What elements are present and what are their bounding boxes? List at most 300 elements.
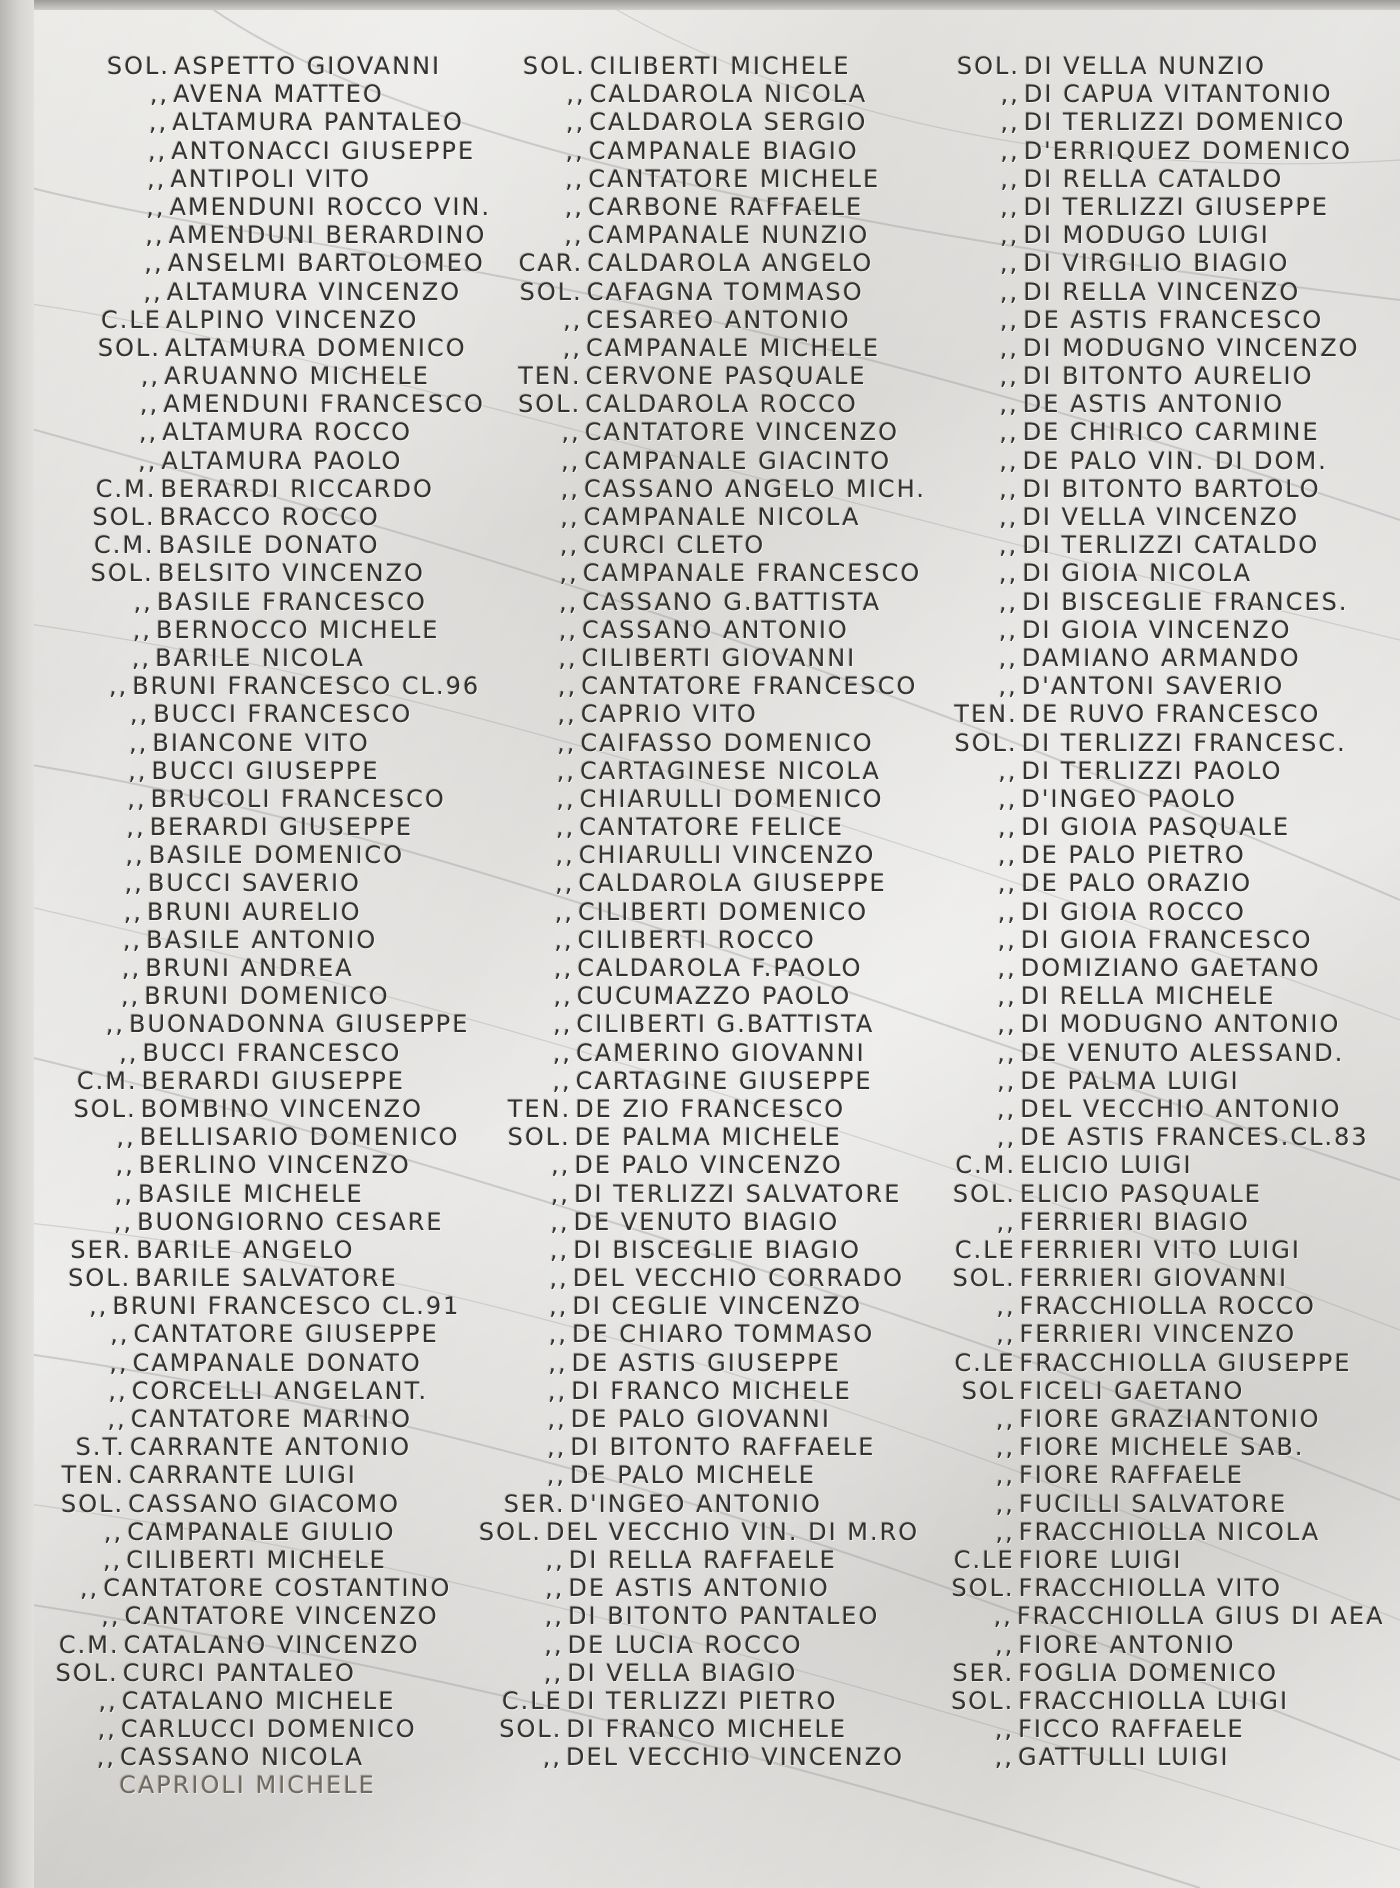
- name-entry: [451, 1377, 921, 1405]
- soldier-name: AMENDUNI ROCCO VIN.: [169, 192, 492, 221]
- rank-abbreviation: TEN.: [954, 700, 1018, 729]
- soldier-name: BASILE DOMENICO: [148, 841, 405, 870]
- name-entry: [461, 672, 931, 700]
- name-entry: [465, 418, 935, 446]
- rank-abbreviation: ,,: [999, 418, 1019, 447]
- rank-abbreviation: ,,: [546, 1461, 566, 1490]
- name-entry: [464, 503, 934, 531]
- soldier-name: FRACCHIOLLA GIUS DI AEA: [1016, 1602, 1385, 1631]
- soldier-name: BERARDI RICCARDO: [160, 474, 434, 503]
- rank-abbreviation: SOL.: [97, 333, 161, 362]
- name-entry: [915, 1490, 1385, 1518]
- rank-abbreviation: ,,: [555, 869, 575, 898]
- soldier-name: FIORE LUIGI: [1018, 1545, 1183, 1574]
- soldier-name: CATALANO MICHELE: [121, 1686, 396, 1715]
- rank-abbreviation: ,,: [1000, 164, 1020, 193]
- rank-abbreviation: ,,: [558, 615, 578, 644]
- soldier-name: CALDAROLA ROCCO: [585, 390, 858, 419]
- name-entry: [0, 559, 484, 587]
- soldier-name: BRACCO ROCCO: [159, 503, 380, 531]
- names-column-1: [0, 52, 500, 1800]
- name-entry: [466, 334, 936, 362]
- soldier-name: DE PALO VIN. DI DOM.: [1022, 446, 1328, 475]
- rank-abbreviation: SOL.: [952, 1179, 1016, 1208]
- rank-abbreviation: ,,: [999, 503, 1019, 531]
- name-entry: [452, 1349, 922, 1377]
- name-entry: [0, 1771, 445, 1799]
- name-entry: [915, 1574, 1385, 1602]
- name-entry: [915, 1602, 1385, 1630]
- rank-abbreviation: SOL.: [951, 1686, 1015, 1715]
- rank-abbreviation: ,,: [557, 700, 577, 729]
- soldier-name: FRACCHIOLLA VITO: [1018, 1574, 1283, 1603]
- soldier-name: CARRANTE ANTONIO: [129, 1433, 412, 1462]
- soldier-name: CAPRIO VITO: [580, 700, 758, 729]
- name-entry: [0, 137, 497, 165]
- name-entry: [455, 1095, 925, 1123]
- name-entry: [917, 898, 1387, 926]
- rank-abbreviation: ,,: [143, 277, 163, 306]
- rank-abbreviation: ,,: [552, 1066, 572, 1095]
- name-entry: [0, 1631, 450, 1659]
- name-entry: [915, 1461, 1385, 1489]
- soldier-name: ALTAMURA VINCENZO: [166, 277, 462, 306]
- rank-abbreviation: ,,: [995, 1517, 1015, 1546]
- rank-abbreviation: ,,: [997, 1066, 1017, 1095]
- soldier-name: CALDAROLA ANGELO: [587, 249, 874, 278]
- rank-abbreviation: ,,: [556, 784, 576, 813]
- names-column-3: [920, 52, 1390, 1771]
- soldier-name: DE PALO PIETRO: [1021, 841, 1246, 870]
- name-entry: [463, 559, 933, 587]
- name-entry: [0, 1405, 457, 1433]
- soldier-name: DEL VECCHIO VINCENZO: [566, 1743, 905, 1772]
- rank-abbreviation: ,,: [96, 1743, 116, 1772]
- rank-abbreviation: C.M.: [93, 531, 155, 560]
- name-entry: [0, 503, 486, 531]
- name-entry: [916, 1320, 1386, 1348]
- rank-abbreviation: ,,: [139, 390, 160, 419]
- soldier-name: CASSANO GIACOMO: [128, 1489, 401, 1518]
- soldier-name: FICCO RAFFAELE: [1018, 1715, 1245, 1744]
- name-entry: [468, 193, 938, 221]
- rank-abbreviation: C.M.: [76, 1066, 138, 1095]
- rank-abbreviation: C.LE: [501, 1686, 563, 1715]
- soldier-name: CILIBERTI GIOVANNI: [581, 643, 857, 672]
- soldier-name: FIORE RAFFAELE: [1019, 1461, 1244, 1490]
- rank-abbreviation: ,,: [565, 108, 586, 137]
- soldier-name: DI GIOIA NICOLA: [1022, 559, 1253, 588]
- rank-abbreviation: C.LE: [100, 305, 162, 334]
- soldier-name: BRUNI FRANCESCO CL.91: [112, 1292, 461, 1321]
- name-entry: [914, 1659, 1384, 1687]
- rank-abbreviation: ,,: [560, 474, 580, 503]
- soldier-name: BARILE NICOLA: [155, 643, 365, 672]
- name-entry: [918, 503, 1388, 531]
- rank-abbreviation: ,,: [997, 925, 1017, 954]
- name-entry: [914, 1743, 1384, 1771]
- rank-abbreviation: TEN.: [507, 1094, 572, 1123]
- name-entry: [917, 982, 1387, 1010]
- rank-abbreviation: SOL.: [956, 52, 1020, 80]
- name-entry: [447, 1687, 917, 1715]
- soldier-name: DEL VECCHIO VIN. DI M.RO: [546, 1517, 920, 1546]
- name-entry: [918, 700, 1388, 728]
- soldier-name: BUCCI GIUSEPPE: [151, 756, 380, 785]
- soldier-name: DI RELLA RAFFAELE: [568, 1545, 837, 1574]
- name-entry: [456, 1010, 926, 1038]
- rank-abbreviation: SOL.: [73, 1094, 137, 1123]
- soldier-name: CANTATORE COSTANTINO: [103, 1574, 452, 1603]
- rank-abbreviation: ,,: [110, 1320, 130, 1349]
- rank-abbreviation: ,,: [1000, 192, 1020, 221]
- rank-abbreviation: ,,: [98, 1686, 118, 1715]
- soldier-name: DE CHIARO TOMMASO: [572, 1320, 875, 1349]
- name-entry: [0, 334, 491, 362]
- rank-abbreviation: ,,: [998, 643, 1018, 672]
- soldier-name: DI BITONTO AURELIO: [1022, 362, 1314, 391]
- soldier-name: D'ERRIQUEZ DOMENICO: [1023, 136, 1352, 165]
- name-entry: [0, 1067, 468, 1095]
- name-entry: [0, 221, 495, 249]
- rank-abbreviation: ,,: [121, 954, 142, 982]
- name-entry: [459, 841, 929, 869]
- soldier-name: DI MODUGNO VINCENZO: [1023, 333, 1360, 362]
- soldier-name: CALDAROLA NICOLA: [589, 80, 868, 109]
- soldier-name: GATTULLI LUIGI: [1018, 1743, 1230, 1772]
- soldier-name: DE PALMA LUIGI: [1020, 1066, 1240, 1095]
- soldier-name: DE ZIO FRANCESCO: [575, 1094, 846, 1123]
- rank-abbreviation: TEN.: [518, 362, 582, 391]
- rank-abbreviation: ,,: [563, 305, 583, 334]
- name-entry: [0, 1490, 454, 1518]
- soldier-name: ARUANNO MICHELE: [164, 362, 430, 391]
- name-entry: [0, 757, 478, 785]
- rank-abbreviation: ,,: [108, 672, 129, 701]
- soldier-name: CALDAROLA F.PAOLO: [577, 954, 863, 982]
- rank-abbreviation: ,,: [149, 80, 170, 109]
- rank-abbreviation: ,,: [998, 813, 1018, 842]
- name-entry: [458, 869, 928, 897]
- name-entry: [450, 1433, 920, 1461]
- rank-abbreviation: ,,: [1000, 249, 1020, 278]
- soldier-name: CAMPANALE MICHELE: [586, 333, 881, 362]
- soldier-name: CAMPANALE NICOLA: [583, 503, 861, 531]
- name-entry: [464, 447, 934, 475]
- rank-abbreviation: ,,: [559, 559, 579, 588]
- soldier-name: DE ASTIS GIUSEPPE: [571, 1348, 841, 1377]
- name-entry: [0, 1518, 453, 1546]
- rank-abbreviation: ,,: [109, 1348, 129, 1377]
- rank-abbreviation: ,,: [144, 249, 164, 278]
- soldier-name: DE VENUTO BIAGIO: [573, 1207, 840, 1236]
- rank-abbreviation: SOL.: [92, 503, 156, 531]
- soldier-name: CASSANO ANTONIO: [582, 615, 849, 644]
- rank-abbreviation: ,,: [108, 1376, 128, 1405]
- name-entry: [0, 1292, 460, 1320]
- soldier-name: DI TERLIZZI FRANCESC.: [1021, 728, 1347, 757]
- soldier-name: DE PALO VINCENZO: [574, 1151, 843, 1180]
- soldier-name: CURCI PANTALEO: [122, 1658, 356, 1687]
- soldier-name: ALPINO VINCENZO: [165, 305, 419, 334]
- name-entry: [0, 1546, 452, 1574]
- soldier-name: CALDAROLA SERGIO: [589, 108, 868, 137]
- name-entry: [448, 1574, 918, 1602]
- name-entry: [447, 1659, 917, 1687]
- rank-abbreviation: SER.: [952, 1658, 1015, 1687]
- name-entry: [461, 700, 931, 728]
- soldier-name: CAMPANALE DONATO: [132, 1348, 422, 1377]
- rank-abbreviation: ,,: [998, 784, 1018, 813]
- name-entry: [916, 1292, 1386, 1320]
- rank-abbreviation: ,,: [547, 1433, 567, 1462]
- soldier-name: CUCUMAZZO PAOLO: [576, 982, 852, 1011]
- name-entry: [457, 954, 927, 982]
- rank-abbreviation: ,,: [994, 1715, 1015, 1744]
- soldier-name: FERRIERI VITO LUIGI: [1019, 1235, 1301, 1264]
- rank-abbreviation: C.M.: [95, 474, 157, 503]
- name-entry: [917, 1010, 1387, 1038]
- name-entry: [469, 108, 939, 136]
- soldier-name: BRUCOLI FRANCESCO: [150, 784, 446, 813]
- rank-abbreviation: ,,: [129, 728, 149, 757]
- name-entry: [0, 165, 496, 193]
- soldier-name: ALTAMURA DOMENICO: [165, 333, 467, 362]
- rank-abbreviation: ,,: [999, 390, 1019, 419]
- name-entry: [917, 813, 1387, 841]
- rank-abbreviation: ,,: [562, 333, 582, 362]
- name-entry: [454, 1151, 924, 1179]
- rank-abbreviation: ,,: [119, 1038, 139, 1067]
- rank-abbreviation: ,,: [116, 1123, 136, 1152]
- name-entry: [463, 531, 933, 559]
- name-entry: [0, 1433, 456, 1461]
- name-entry: [464, 475, 934, 503]
- name-entry: [0, 52, 500, 80]
- rank-abbreviation: ,,: [547, 1376, 568, 1405]
- name-entry: [453, 1264, 923, 1292]
- name-entry: [462, 616, 932, 644]
- rank-abbreviation: ,,: [996, 1207, 1016, 1236]
- rank-abbreviation: ,,: [1000, 136, 1020, 165]
- name-entry: [446, 1743, 916, 1771]
- name-entry: [0, 700, 479, 728]
- name-entry: [456, 1039, 926, 1067]
- soldier-name: DI CAPUA VITANTONIO: [1023, 80, 1333, 109]
- rank-abbreviation: SOL.: [954, 728, 1018, 757]
- names-column-2: [470, 52, 940, 1771]
- rank-abbreviation: ,,: [123, 897, 143, 926]
- name-entry: [0, 1349, 459, 1377]
- soldier-name: DE PALO ORAZIO: [1021, 869, 1253, 898]
- rank-abbreviation: ,,: [130, 700, 150, 729]
- rank-abbreviation: ,,: [131, 643, 152, 672]
- soldier-name: FUCILLI SALVATORE: [1018, 1489, 1288, 1518]
- rank-abbreviation: SOL.: [55, 1658, 119, 1687]
- soldier-name: FICELI GAETANO: [1019, 1376, 1245, 1405]
- soldier-name: BUONADONNA GIUSEPPE: [129, 1010, 470, 1039]
- rank-abbreviation: ,,: [561, 446, 581, 475]
- name-entry: [0, 729, 478, 757]
- rank-abbreviation: ,,: [543, 1658, 564, 1687]
- name-entry: [918, 729, 1388, 757]
- soldier-name: BRUNI DOMENICO: [144, 982, 390, 1011]
- name-entry: [920, 165, 1390, 193]
- name-entry: [465, 390, 935, 418]
- rank-abbreviation: ,,: [557, 672, 578, 701]
- rank-abbreviation: ,,: [560, 503, 580, 531]
- name-entry: [918, 644, 1388, 672]
- name-entry: [915, 1518, 1385, 1546]
- soldier-name: DI RELLA MICHELE: [1020, 982, 1276, 1011]
- soldier-name: CAIFASSO DOMENICO: [580, 728, 874, 757]
- soldier-name: CANTATORE GIUSEPPE: [133, 1320, 439, 1349]
- rank-abbreviation: ,,: [557, 728, 577, 757]
- name-entry: [0, 926, 472, 954]
- name-entry: [918, 757, 1388, 785]
- name-entry: [460, 785, 930, 813]
- name-entry: [449, 1546, 919, 1574]
- name-entry: [0, 193, 496, 221]
- rank-abbreviation: ,,: [998, 756, 1018, 785]
- rank-abbreviation: ,,: [997, 897, 1017, 926]
- rank-abbreviation: ,,: [128, 756, 148, 785]
- soldier-name: DE RUVO FRANCESCO: [1021, 700, 1321, 729]
- rank-abbreviation: ,,: [554, 897, 574, 926]
- name-entry: [0, 1743, 446, 1771]
- rank-abbreviation: SOL.: [522, 52, 586, 80]
- name-entry: [917, 841, 1387, 869]
- soldier-name: CAMPANALE GIACINTO: [584, 446, 892, 475]
- soldier-name: DI VELLA BIAGIO: [567, 1658, 798, 1687]
- name-entry: [0, 418, 488, 446]
- name-entry: [466, 362, 936, 390]
- soldier-name: ALTAMURA ROCCO: [162, 418, 413, 447]
- rank-abbreviation: ,,: [997, 1094, 1017, 1123]
- rank-abbreviation: ,,: [145, 221, 165, 250]
- rank-abbreviation: C.M.: [955, 1151, 1017, 1180]
- name-entry: [916, 1095, 1386, 1123]
- rank-abbreviation: ,,: [997, 954, 1017, 982]
- name-entry: [914, 1687, 1384, 1715]
- name-entry: [0, 898, 473, 926]
- name-entry: [458, 898, 928, 926]
- soldier-name: CASSANO G.BATTISTA: [582, 587, 882, 616]
- soldier-name: DI CEGLIE VINCENZO: [572, 1292, 863, 1321]
- soldier-name: DI BITONTO PANTALEO: [568, 1602, 880, 1631]
- rank-abbreviation: ,,: [114, 1179, 134, 1208]
- rank-abbreviation: C.M.: [58, 1630, 120, 1659]
- soldier-name: CARRANTE LUIGI: [129, 1461, 357, 1490]
- soldier-name: DI VIRGILIO BIAGIO: [1023, 249, 1290, 278]
- soldier-name: DI TERLIZZI CATALDO: [1022, 531, 1320, 560]
- name-entry: [0, 1715, 447, 1743]
- rank-abbreviation: ,,: [146, 192, 166, 221]
- soldier-name: CILIBERTI ROCCO: [577, 925, 816, 954]
- rank-abbreviation: ,,: [555, 813, 576, 842]
- name-entry: [466, 306, 936, 334]
- rank-abbreviation: ,,: [549, 1235, 570, 1264]
- name-entry: [467, 278, 937, 306]
- soldier-name: FERRIERI BIAGIO: [1019, 1207, 1250, 1236]
- soldier-name: FERRIERI VINCENZO: [1019, 1320, 1297, 1349]
- rank-abbreviation: ,,: [79, 1574, 100, 1603]
- rank-abbreviation: ,,: [550, 1179, 570, 1208]
- rank-abbreviation: SOL.: [60, 1489, 125, 1518]
- soldier-name: CILIBERTI MICHELE: [590, 52, 851, 80]
- soldier-name: CARTAGINE GIUSEPPE: [575, 1066, 873, 1095]
- soldier-name: DI VELLA VINCENZO: [1022, 503, 1300, 531]
- soldier-name: DI TERLIZZI SALVATORE: [574, 1179, 902, 1208]
- rank-abbreviation: ,,: [998, 615, 1018, 644]
- name-entry: [0, 954, 471, 982]
- soldier-name: BIANCONE VITO: [152, 728, 370, 757]
- name-entry: [919, 334, 1389, 362]
- name-entry: [452, 1320, 922, 1348]
- soldier-name: DI FRANCO MICHELE: [571, 1376, 852, 1405]
- soldier-name: BARILE ANGELO: [136, 1235, 355, 1264]
- rank-abbreviation: ,,: [1000, 108, 1020, 137]
- rank-abbreviation: ,,: [127, 784, 147, 813]
- rank-abbreviation: ,,: [544, 1602, 564, 1631]
- rank-abbreviation: ,,: [559, 531, 580, 560]
- name-entry: [916, 1151, 1386, 1179]
- soldier-name: ASPETTO GIOVANNI: [174, 52, 442, 80]
- name-entry: [916, 1208, 1386, 1236]
- rank-abbreviation: ,,: [996, 1320, 1016, 1349]
- soldier-name: BASILE FRANCESCO: [156, 587, 427, 616]
- rank-abbreviation: ,,: [998, 587, 1019, 616]
- name-entry: [919, 447, 1389, 475]
- rank-abbreviation: ,,: [101, 1602, 121, 1631]
- soldier-name: DI MODUGO LUIGI: [1023, 221, 1270, 250]
- soldier-name: DE LUCIA ROCCO: [567, 1630, 803, 1659]
- name-entry: [0, 982, 470, 1010]
- rank-abbreviation: ,,: [125, 841, 145, 870]
- name-entry: [469, 137, 939, 165]
- name-entry: [470, 52, 940, 80]
- name-entry: [918, 588, 1388, 616]
- soldier-name: BARILE SALVATORE: [135, 1264, 398, 1293]
- rank-abbreviation: ,,: [993, 1602, 1013, 1631]
- rank-abbreviation: SER.: [503, 1489, 566, 1518]
- name-entry: [915, 1349, 1385, 1377]
- name-entry: [0, 672, 480, 700]
- rank-abbreviation: C.LE: [954, 1348, 1016, 1377]
- name-entry: [919, 362, 1389, 390]
- soldier-name: DE ASTIS ANTONIO: [1022, 390, 1285, 419]
- name-entry: [919, 249, 1389, 277]
- soldier-name: D'INGEO ANTONIO: [569, 1489, 822, 1518]
- soldier-name: ANSELMI BARTOLOMEO: [167, 249, 485, 278]
- soldier-name: CALDAROLA GIUSEPPE: [578, 869, 887, 898]
- name-entry: [0, 362, 490, 390]
- rank-abbreviation: ,,: [126, 813, 146, 842]
- name-entry: [462, 588, 932, 616]
- rank-abbreviation: ,,: [105, 1010, 126, 1039]
- rank-abbreviation: ,,: [999, 305, 1020, 334]
- soldier-name: BUCCI SAVERIO: [147, 869, 361, 898]
- soldier-name: DE VENUTO ALESSAND.: [1020, 1038, 1345, 1067]
- rank-abbreviation: ,,: [115, 1151, 135, 1180]
- soldier-name: DE CHIRICO CARMINE: [1022, 418, 1320, 447]
- soldier-name: BRUNI FRANCESCO CL.96: [132, 672, 481, 701]
- soldier-name: DI FRANCO MICHELE: [566, 1715, 848, 1744]
- rank-abbreviation: ,,: [138, 446, 158, 475]
- rank-abbreviation: ,,: [122, 925, 143, 954]
- soldier-name: DI BISCEGLIE BIAGIO: [573, 1235, 862, 1264]
- soldier-name: BOMBINO VINCENZO: [140, 1094, 424, 1123]
